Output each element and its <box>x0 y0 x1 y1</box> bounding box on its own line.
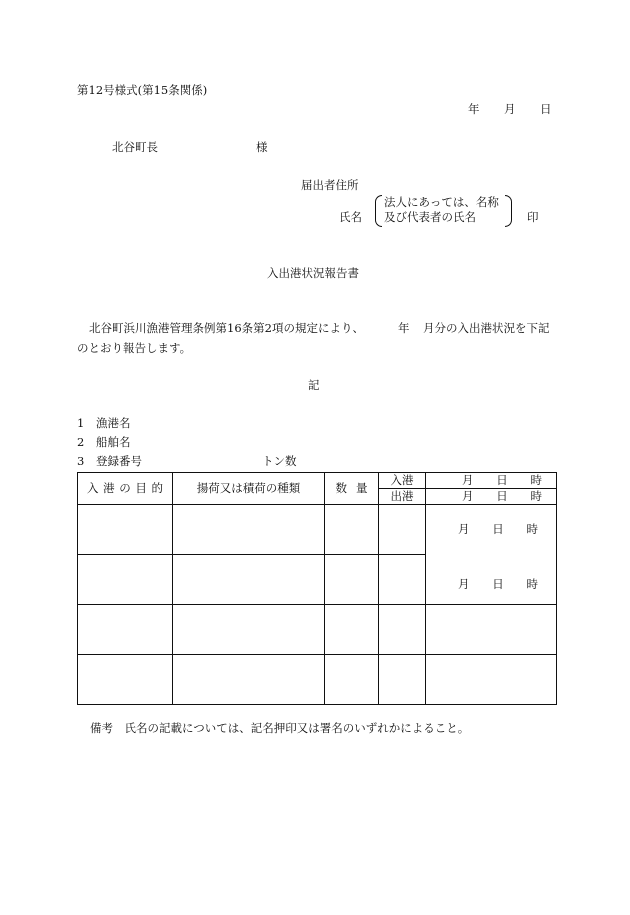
cell-port[interactable] <box>379 555 426 605</box>
item-3-num: 3 <box>77 454 85 468</box>
item-1-label: 漁港名 <box>96 416 131 430</box>
item-2-num: 2 <box>77 435 85 449</box>
cell-purpose[interactable] <box>78 555 173 605</box>
header-in-port: 入港 <box>379 473 426 489</box>
header-out-port: 出港 <box>379 489 426 505</box>
applicant-note-line2: 及び代表者の氏名 <box>384 210 476 224</box>
cell-purpose[interactable] <box>78 505 173 555</box>
date-day: 日 <box>540 102 552 116</box>
body-line1-year: 年 <box>398 321 410 335</box>
applicant-name-label: 氏名 <box>339 210 362 224</box>
port-status-table <box>77 472 557 705</box>
table-row <box>78 655 557 705</box>
left-brace <box>375 195 382 227</box>
cell-datetime[interactable] <box>426 655 557 705</box>
applicant-note-line1: 法人にあっては、名称 <box>384 195 499 209</box>
cell-datetime[interactable] <box>426 605 557 655</box>
table-row <box>78 505 557 555</box>
form-number: 第12号様式(第15条関係) <box>77 83 208 97</box>
addressee-name: 北谷町長 <box>112 140 158 154</box>
cell-quantity[interactable] <box>325 655 379 705</box>
body-line2: のとおり報告します。 <box>77 341 192 355</box>
header-purpose: 入港の目的 <box>78 473 173 505</box>
item-2-label: 船舶名 <box>96 435 131 449</box>
date-month: 月 <box>504 102 516 116</box>
cell-cargo[interactable] <box>173 555 325 605</box>
seal-mark: 印 <box>527 210 539 224</box>
item-3-tonnage: トン数 <box>262 454 297 468</box>
addressee-honorific: 様 <box>256 140 268 154</box>
cell-purpose[interactable] <box>78 655 173 705</box>
applicant-address-label: 届出者住所 <box>301 178 359 192</box>
cell-quantity[interactable] <box>325 555 379 605</box>
document-title: 入出港状況報告書 <box>267 266 359 280</box>
date-year: 年 <box>468 102 480 116</box>
ki-mark: 記 <box>308 378 320 392</box>
cell-port[interactable] <box>379 605 426 655</box>
header-cargo: 揚荷又は積荷の種類 <box>173 473 325 505</box>
in-port-datetime: 月 日 時 <box>426 473 557 489</box>
table-row <box>78 605 557 655</box>
cell-cargo[interactable] <box>173 605 325 655</box>
cell-quantity[interactable] <box>325 505 379 555</box>
cell-cargo[interactable] <box>173 655 325 705</box>
out-port-datetime: 月 日 時 <box>426 489 557 505</box>
body-line1-a: 北谷町浜川漁港管理条例第16条第2項の規定により、 <box>89 321 364 335</box>
body-line1-b: 月分の入出港状況を下記 <box>423 321 550 335</box>
cell-purpose[interactable] <box>78 605 173 655</box>
remark-note: 備考 氏名の記載については、記名押印又は署名のいずれかによること。 <box>90 721 470 735</box>
cell-quantity[interactable] <box>325 605 379 655</box>
cell-port[interactable] <box>379 505 426 555</box>
item-1-num: 1 <box>77 416 85 430</box>
cell-port[interactable] <box>379 655 426 705</box>
header-quantity: 数量 <box>325 473 379 505</box>
right-brace <box>505 195 512 227</box>
item-3-label: 登録番号 <box>96 454 142 468</box>
cell-datetime-block[interactable]: 月 日 時 月 日 時 <box>426 505 557 605</box>
cell-cargo[interactable] <box>173 505 325 555</box>
